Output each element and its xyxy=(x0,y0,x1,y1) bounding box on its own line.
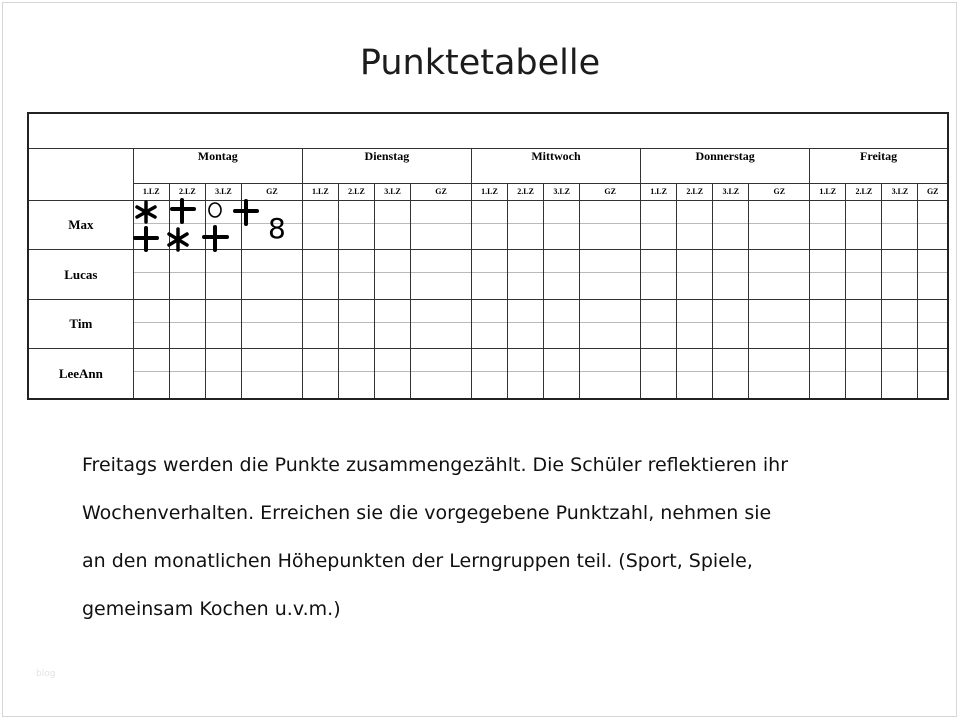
grid-cell xyxy=(169,250,205,300)
grid-cell xyxy=(375,349,411,399)
grid-cell xyxy=(544,200,580,250)
grid-cell xyxy=(508,299,544,349)
sub-header: GZ xyxy=(411,184,472,201)
sub-header: 1.LZ xyxy=(641,184,677,201)
sub-header: GZ xyxy=(241,184,302,201)
grid-cell xyxy=(580,250,641,300)
grid-cell xyxy=(411,349,472,399)
corner-cell xyxy=(28,149,133,201)
grid-cell xyxy=(749,200,810,250)
body-line: Wochenverhalten. Erreichen sie die vorgegebene Punktzahl, nehmen sie xyxy=(82,502,772,524)
table-top-row xyxy=(28,113,948,149)
sub-header: 1.LZ xyxy=(471,184,507,201)
grid-cell xyxy=(544,349,580,399)
grid-cell xyxy=(677,200,713,250)
student-row xyxy=(28,250,948,300)
grid-cell xyxy=(471,349,507,399)
grid-cell xyxy=(882,349,918,399)
grid-cell xyxy=(918,299,948,349)
grid-cell xyxy=(918,200,948,250)
student-name: Lucas xyxy=(28,250,133,300)
asterisk-icon xyxy=(137,202,155,222)
day-header: Montag xyxy=(133,149,302,184)
grid-cell xyxy=(749,250,810,300)
grid-cell xyxy=(713,299,749,349)
grid-cell xyxy=(205,349,241,399)
grid-cell xyxy=(810,299,846,349)
grid-cell xyxy=(810,200,846,250)
body-line: gemeinsam Kochen u.v.m.) xyxy=(82,598,341,620)
grid-cell xyxy=(205,299,241,349)
watermark: blog xyxy=(36,669,56,679)
grid-cell xyxy=(508,349,544,399)
student-name: LeeAnn xyxy=(28,349,133,399)
grid-cell xyxy=(375,200,411,250)
grid-cell xyxy=(641,349,677,399)
grid-cell xyxy=(846,299,882,349)
points-table xyxy=(27,112,949,400)
grid-cell xyxy=(471,250,507,300)
grid-cell xyxy=(846,200,882,250)
grid-cell xyxy=(133,349,169,399)
circle-mark xyxy=(209,203,221,217)
grid-cell xyxy=(713,200,749,250)
grid-cell xyxy=(882,250,918,300)
sub-header: 1.LZ xyxy=(810,184,846,201)
student-name: Max xyxy=(28,200,133,250)
day-header: Donnerstag xyxy=(641,149,810,184)
sub-header: 3.LZ xyxy=(882,184,918,201)
sub-header: 2.LZ xyxy=(677,184,713,201)
grid-cell xyxy=(338,200,374,250)
grid-cell xyxy=(810,250,846,300)
day-header-row xyxy=(28,149,948,184)
grid-cell xyxy=(846,349,882,399)
grid-cell xyxy=(882,200,918,250)
grid-cell xyxy=(133,250,169,300)
grid-cell xyxy=(411,250,472,300)
grid-cell xyxy=(580,349,641,399)
day-header: Dienstag xyxy=(302,149,471,184)
grid-cell xyxy=(471,299,507,349)
plus-icon xyxy=(172,200,194,222)
grid-cell xyxy=(375,250,411,300)
grid-cell xyxy=(641,299,677,349)
sub-header: 1.LZ xyxy=(133,184,169,201)
slide-title: Punktetabelle xyxy=(359,43,601,83)
grid-cell xyxy=(810,349,846,399)
student-row xyxy=(28,349,948,399)
sub-header: 2.LZ xyxy=(846,184,882,201)
sub-header: 2.LZ xyxy=(508,184,544,201)
grid-cell xyxy=(749,299,810,349)
grid-cell xyxy=(677,250,713,300)
grid-cell xyxy=(133,299,169,349)
grid-cell xyxy=(205,250,241,300)
grid-cell xyxy=(411,200,472,250)
grid-cell xyxy=(471,200,507,250)
sub-header: 3.LZ xyxy=(544,184,580,201)
asterisk-icon xyxy=(169,229,187,250)
sub-header: GZ xyxy=(918,184,948,201)
student-row xyxy=(28,299,948,349)
grid-cell xyxy=(302,250,338,300)
grid-cell xyxy=(749,349,810,399)
sub-header: 3.LZ xyxy=(205,184,241,201)
plus-icon xyxy=(135,228,157,250)
grid-cell xyxy=(641,250,677,300)
plus-icon xyxy=(235,201,257,224)
body-paragraph xyxy=(82,441,902,633)
grid-cell xyxy=(302,299,338,349)
grid-cell xyxy=(544,250,580,300)
grid-cell xyxy=(338,299,374,349)
grid-cell xyxy=(241,299,302,349)
grid-cell xyxy=(375,299,411,349)
grid-cell xyxy=(241,250,302,300)
grid-cell xyxy=(241,349,302,399)
grid-cell xyxy=(411,299,472,349)
grid-cell xyxy=(882,299,918,349)
grid-cell xyxy=(169,349,205,399)
body-line: Freitags werden die Punkte zusammengezählt. Die Schüler reflektieren ihr xyxy=(82,454,789,476)
plus-icon xyxy=(204,227,227,250)
sub-header: 1.LZ xyxy=(302,184,338,201)
table-top-cell xyxy=(28,113,948,149)
grid-cell xyxy=(641,200,677,250)
grid-cell xyxy=(846,250,882,300)
body-line: an den monatlichen Höhepunkten der Lerngruppen teil. (Sport, Spiele, xyxy=(82,550,753,572)
day-header: Freitag xyxy=(810,149,948,184)
grid-cell xyxy=(580,299,641,349)
day-header: Mittwoch xyxy=(471,149,640,184)
grid-cell xyxy=(302,349,338,399)
student-name: Tim xyxy=(28,299,133,349)
grid-cell xyxy=(918,250,948,300)
sub-header: GZ xyxy=(580,184,641,201)
grid-cell xyxy=(338,349,374,399)
grid-cell xyxy=(580,200,641,250)
grid-cell xyxy=(677,349,713,399)
grid-cell xyxy=(169,299,205,349)
grid-cell xyxy=(508,250,544,300)
sub-header: 2.LZ xyxy=(338,184,374,201)
sub-header: 2.LZ xyxy=(169,184,205,201)
grid-cell xyxy=(544,299,580,349)
grid-cell xyxy=(713,349,749,399)
sub-header: GZ xyxy=(749,184,810,201)
sub-header: 3.LZ xyxy=(375,184,411,201)
sub-header: 3.LZ xyxy=(713,184,749,201)
handwritten-score: 8 xyxy=(268,212,286,245)
grid-cell xyxy=(918,349,948,399)
grid-cell xyxy=(713,250,749,300)
grid-cell xyxy=(338,250,374,300)
grid-cell xyxy=(508,200,544,250)
grid-cell xyxy=(677,299,713,349)
grid-cell xyxy=(302,200,338,250)
